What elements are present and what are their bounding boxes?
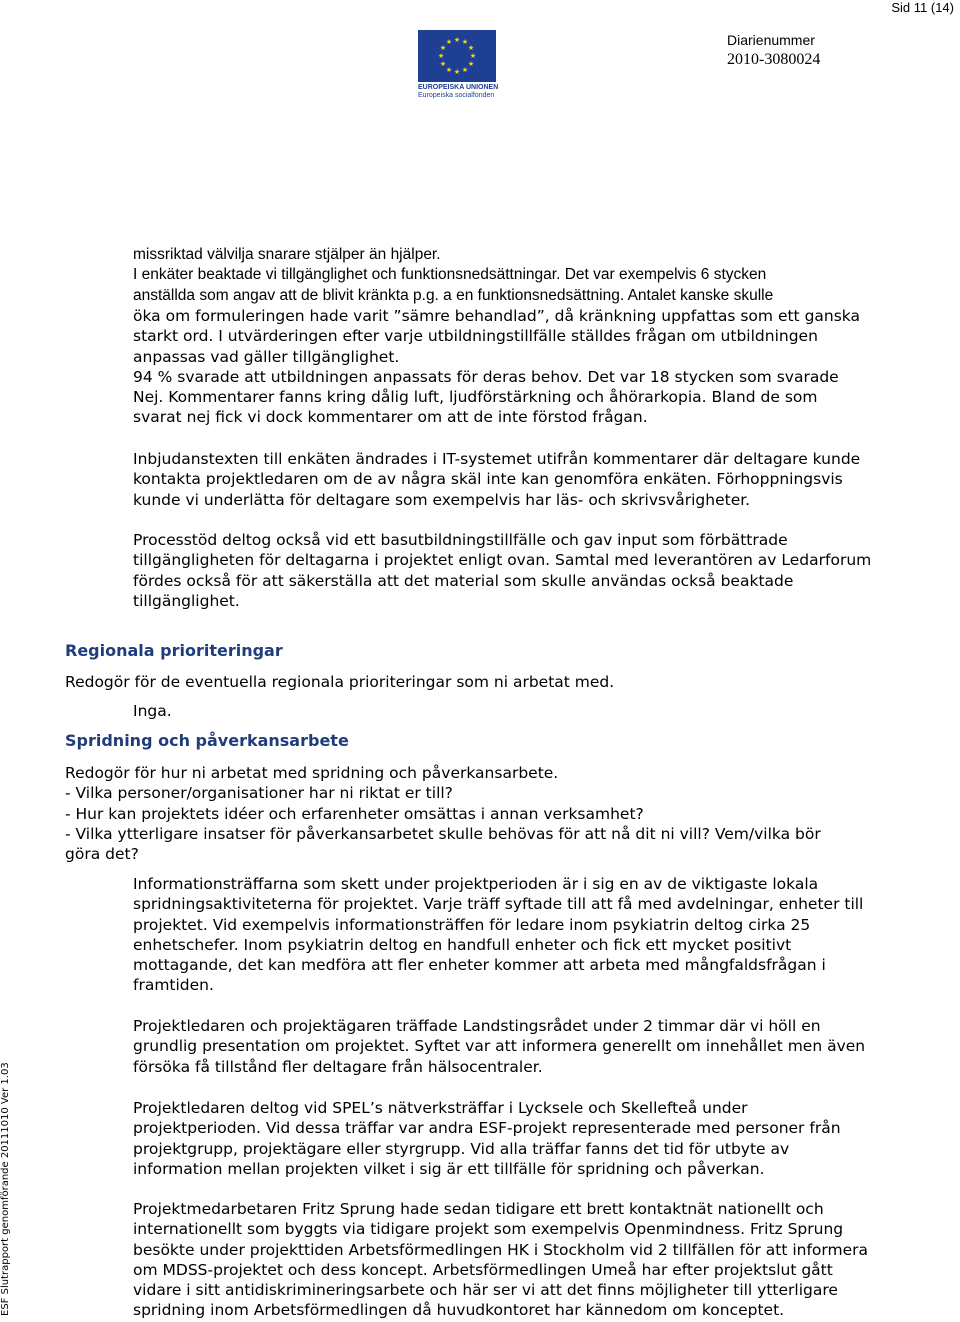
text-line: mottagande, det kan medföra att fler enheter kommer att arbeta med mångfaldsfrågan i xyxy=(133,956,826,975)
eu-flag-icon xyxy=(418,30,496,82)
intro-paragraph-1a xyxy=(133,245,773,306)
intro-paragraph-3 xyxy=(133,530,871,611)
text-line: anställda som angav att de blivit kränkta p.g. a en funktionsnedsättning. Antalet kanske skulle xyxy=(133,286,774,304)
text-line: Projektmedarbetaren Fritz Sprung hade sedan tidigare ett brett kontaktnät nationellt och xyxy=(133,1200,824,1218)
svg-text:★: ★ xyxy=(439,60,447,68)
text-line: grundlig presentation om projektet. Syftet var att informera generellt om innehållet men även xyxy=(133,1037,866,1056)
text-line: försöka få tillstånd fler deltagare från hälsocentraler. xyxy=(133,1057,543,1076)
text-line: Inga. xyxy=(133,702,172,720)
text-line: Redogör för hur ni arbetat med spridning och påverkansarbete. xyxy=(65,764,559,782)
text-line: Projektledaren deltog vid SPEL’s nätverksträffar i Lycksele och Skellefteå under xyxy=(133,1099,748,1117)
intro-paragraph-2 xyxy=(133,449,860,510)
regional-answer xyxy=(133,701,172,721)
text-line: enhetschefer. Inom psykiatrin deltog en handfull enheter och fick ett mycket positivt xyxy=(133,935,792,954)
spridning-answer-1 xyxy=(133,874,863,996)
svg-text:★: ★ xyxy=(453,36,461,44)
text-line: 94 % svarade att utbildningen anpassats för deras behov. Det var 18 stycken som svarade xyxy=(133,367,839,386)
logo-line2: Europeiska socialfonden xyxy=(418,92,495,99)
spridning-question xyxy=(65,763,821,864)
text-line: spridningsaktiviteterna för projektet. Varje träff syftade till att få med avdelningar, enheter till xyxy=(133,895,864,914)
text-line: framtiden. xyxy=(133,976,214,995)
text-line: starkt ord. I utvärderingen efter varje utbildningstillfälle ställdes frågan om utbildningen xyxy=(133,327,818,346)
svg-text:★: ★ xyxy=(453,68,461,76)
text-line: Nej. Kommentarer fanns kring dålig luft, ljudförstärkning och åhörarkopia. Bland de som xyxy=(133,388,818,407)
diarienummer-value: 2010-3080024 xyxy=(727,51,821,68)
spridning-answer-4 xyxy=(133,1199,868,1321)
text-line: kontakta projektledaren om de av några skäl inte kan genomföra enkäten. Förhoppningsvis xyxy=(133,470,843,489)
text-line: - Hur kan projektets idéer och erfarenheter omsättas i annan verksamhet? xyxy=(65,804,644,823)
text-line: om MDSS-projektet och dess koncept. Arbetsförmedlingen Umeå har efter projektslut gått xyxy=(133,1260,833,1279)
heading-spridning: Spridning och påverkansarbete xyxy=(65,731,349,750)
text-line: tillgänglighet. xyxy=(133,591,240,610)
spridning-answer-2 xyxy=(133,1016,865,1077)
eu-logo xyxy=(418,30,498,102)
text-line: anpassas vad gäller tillgänglighet. xyxy=(133,347,400,366)
text-line: projektperioden. Vid dessa träffar var andra ESF-projekt representerade med personer från xyxy=(133,1119,841,1138)
text-line: besökte under projekttiden Arbetsförmedlingen HK i Stockholm vid 2 tillfällen för att informera xyxy=(133,1240,869,1259)
svg-text:★: ★ xyxy=(439,44,447,52)
diarienummer-label: Diarienummer xyxy=(727,32,815,48)
svg-text:★: ★ xyxy=(467,44,475,52)
text-line: information mellan projekten vilket i sig är ett tillfälle för spridning och påverkan. xyxy=(133,1159,765,1178)
svg-text:★: ★ xyxy=(445,38,453,46)
text-line: öka om formuleringen hade varit ”sämre behandlad”, då kränkning uppfattas som ett ganska xyxy=(133,307,861,325)
text-line: Redogör för de eventuella regionala prioriteringar som ni arbetat med. xyxy=(65,673,615,691)
text-line: Processtöd deltog också vid ett basutbildningstillfälle och gav input som förbättrade xyxy=(133,531,788,549)
text-line: - Vilka personer/organisationer har ni riktat er till? xyxy=(65,784,453,803)
intro-paragraph-1b xyxy=(133,306,860,428)
text-line: tillgängligheten för deltagarna i projektet enligt ovan. Samtal med leverantören av Ledarforum xyxy=(133,551,872,570)
text-line: Informationsträffarna som skett under projektperioden är i sig en av de viktigaste lokala xyxy=(133,875,819,893)
text-line: kunde vi underlätta för deltagare som exempelvis har läs- och skrivsvårigheter. xyxy=(133,490,751,509)
text-line: vidare i sitt antidiskrimineringsarbete och här ser vi att det finns möjligheter till ytterligare xyxy=(133,1281,838,1300)
svg-text:★: ★ xyxy=(445,66,453,74)
text-line: missriktad välvilja snarare stjälper än hjälper. xyxy=(133,246,441,263)
text-line: internationellt som byggts via tidigare projekt som exempelvis Openmindness. Fritz Sprung xyxy=(133,1220,844,1239)
text-line: svarat nej fick vi dock kommentarer om att de inte förstod frågan. xyxy=(133,408,648,427)
text-line: göra det? xyxy=(65,845,139,864)
text-line: projektgrupp, projektägare eller styrgrupp. Vid alla träffar fanns det tid för utbyte av xyxy=(133,1139,790,1158)
heading-regionala-prioriteringar: Regionala prioriteringar xyxy=(65,641,283,660)
svg-text:★: ★ xyxy=(467,60,475,68)
text-line: fördes också för att säkerställa att det material som skulle användas också beaktade xyxy=(133,571,794,590)
svg-text:★: ★ xyxy=(469,52,477,60)
logo-line1: EUROPEISKA UNIONEN xyxy=(418,84,499,91)
svg-text:★: ★ xyxy=(437,52,445,60)
text-line: Inbjudanstexten till enkäten ändrades i IT-systemet utifrån kommentarer där deltagare kunde xyxy=(133,450,861,468)
text-line: projektet. Vid exempelvis informationsträffen för ledare inom psykiatrin deltog cirka 25 xyxy=(133,915,811,934)
spridning-answer-3 xyxy=(133,1098,841,1179)
side-footer: ESF Slutrapport genomförande 20111010 Ver 1.03 xyxy=(0,1062,11,1316)
regional-question xyxy=(65,672,614,692)
text-line: Projektledaren och projektägaren träffade Landstingsrådet under 2 timmar där vi höll en xyxy=(133,1017,821,1035)
text-line: - Vilka ytterligare insatser för påverkansarbetet skulle behövas för att nå dit ni vill? Vem/vilka bör xyxy=(65,824,821,843)
text-line: I enkäter beaktade vi tillgänglighet och funktionsnedsättningar. Det var exempelvis 6 stycken xyxy=(133,266,767,284)
text-line: spridning inom Arbetsförmedlingen då huvudkontoret har kännedom om konceptet. xyxy=(133,1301,785,1320)
svg-text:★: ★ xyxy=(461,38,469,46)
page-number: Sid 11 (14) xyxy=(891,0,954,15)
svg-text:★: ★ xyxy=(461,66,469,74)
